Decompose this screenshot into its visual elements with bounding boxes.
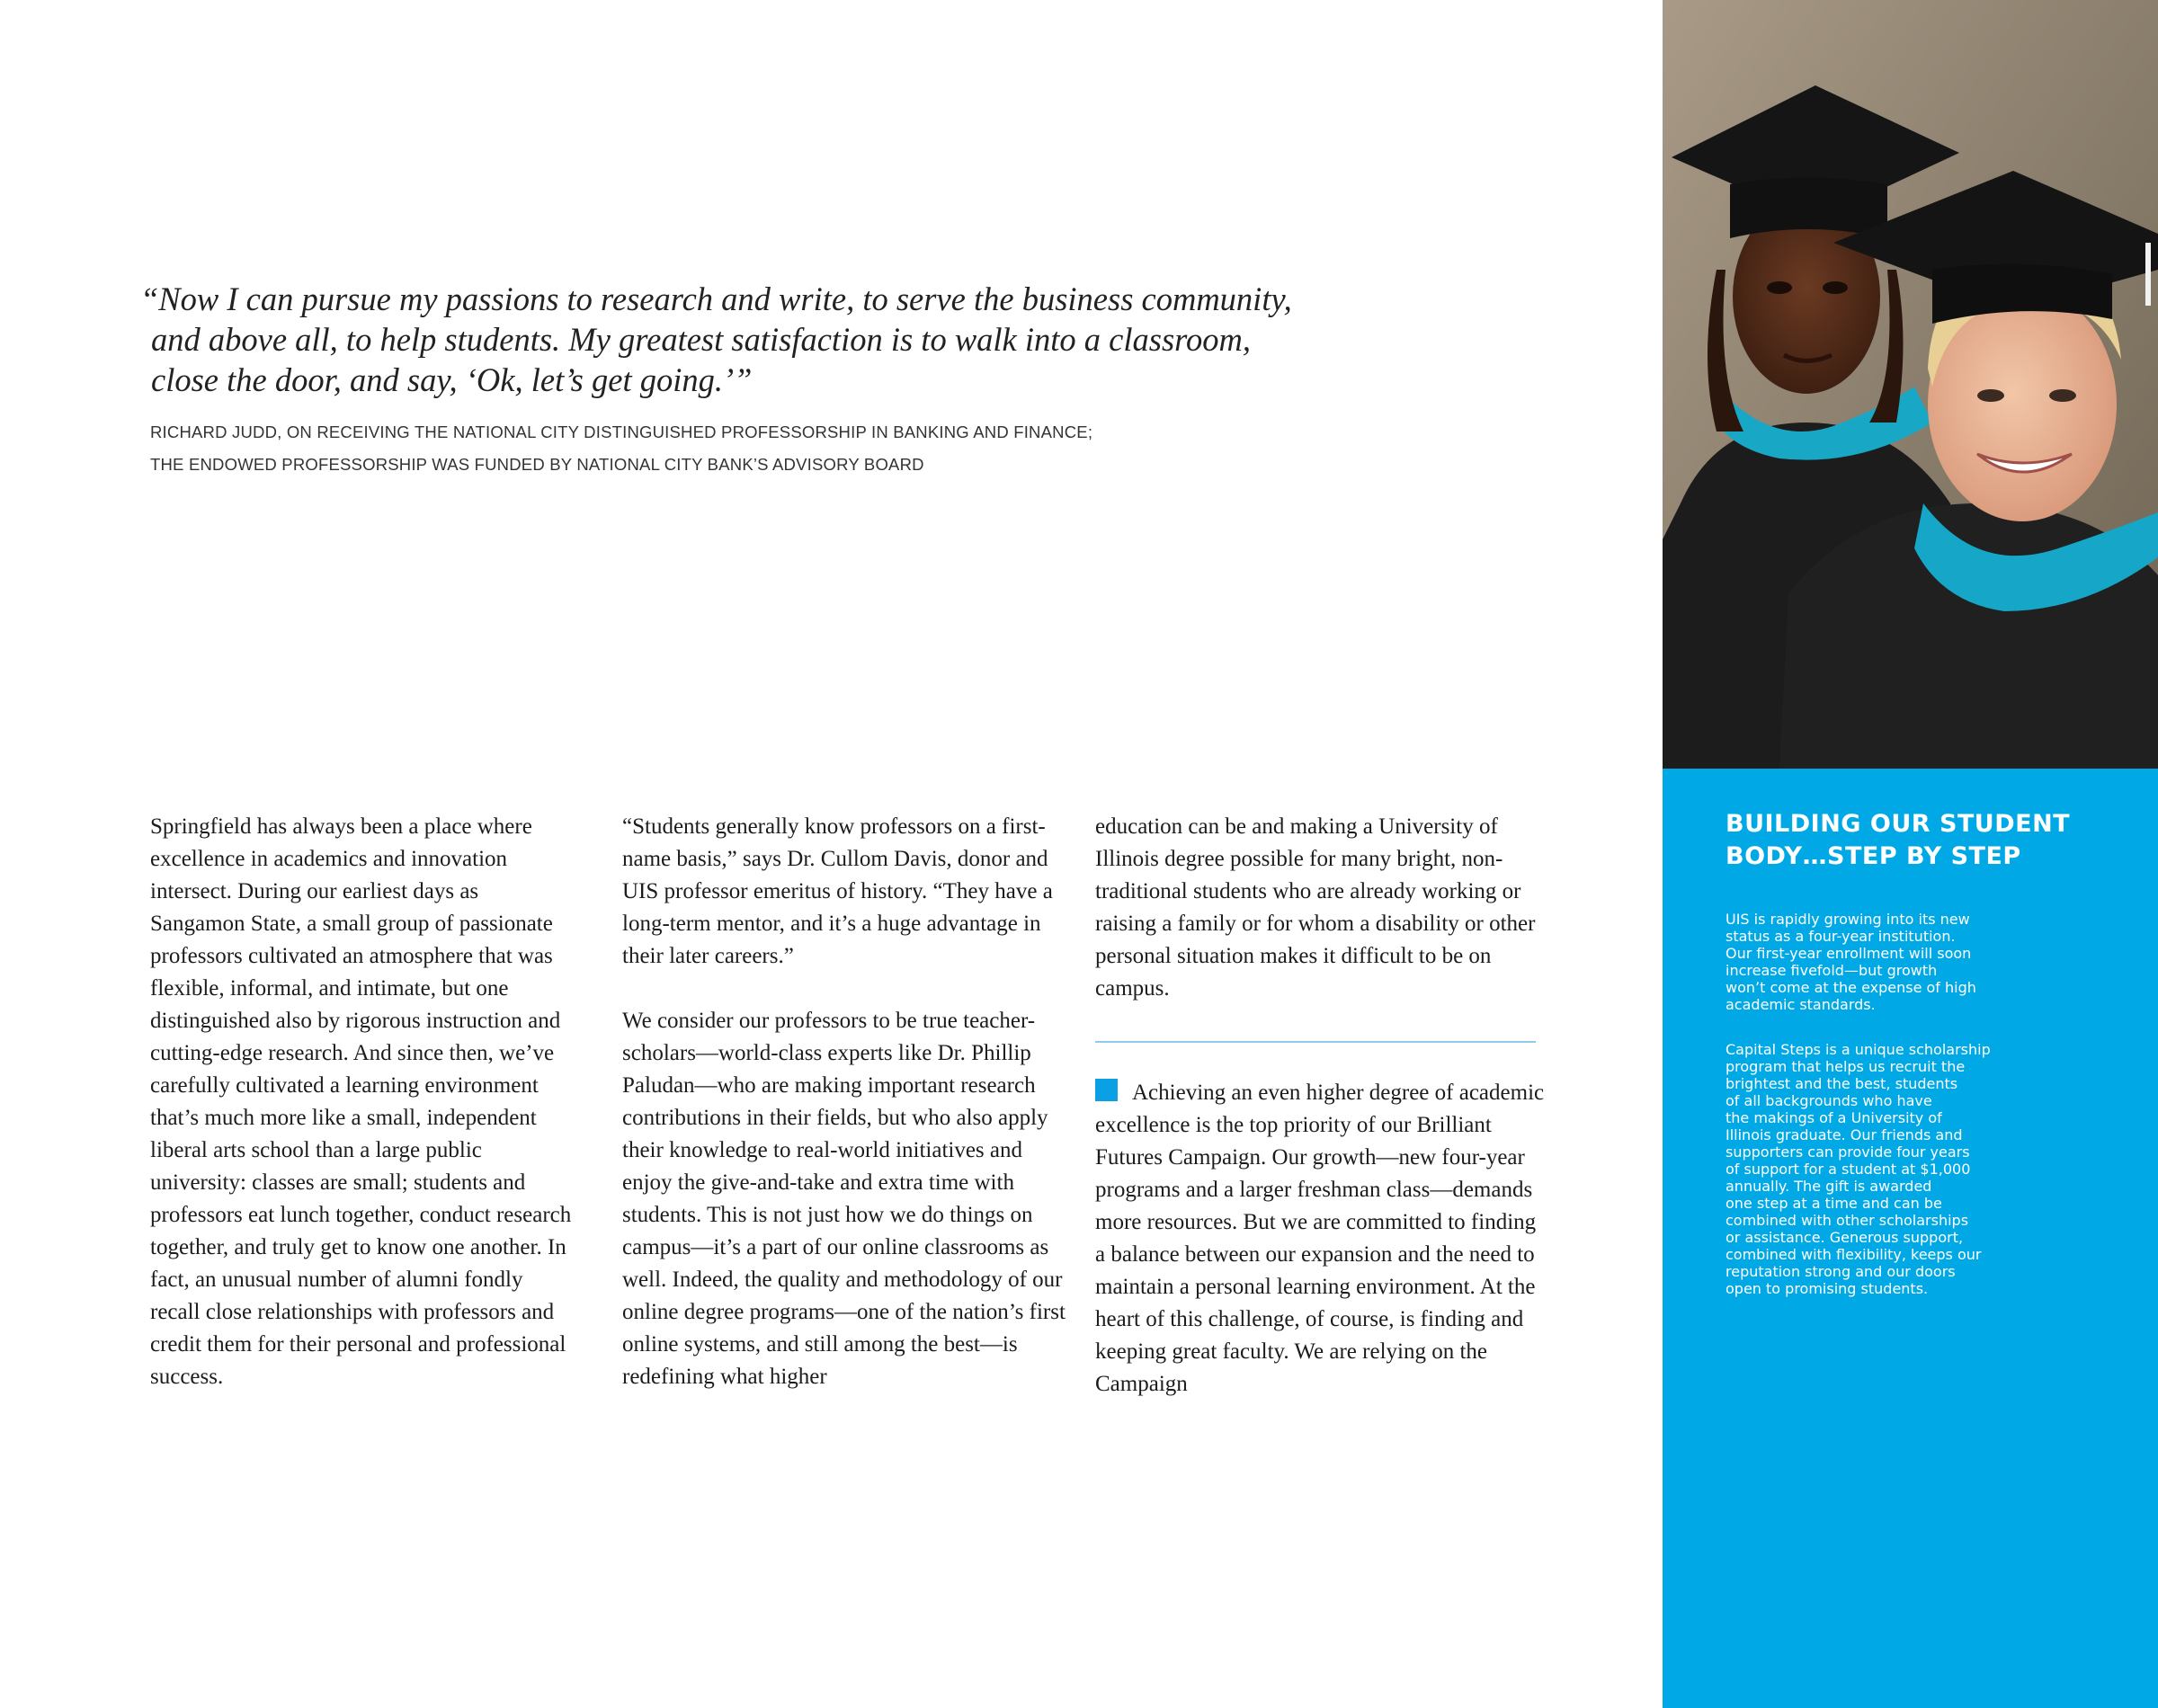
sidebar-line: the makings of a University of	[1726, 1109, 1942, 1126]
sidebar-line: of all backgrounds who have	[1726, 1092, 1932, 1109]
body-paragraph: Springfield has always been a place where excellence in academics and innovation intersect. During our earliest days as Sangamon State, a small group of passionate professors cultivated an atmosphere that was flexible, informal, and intimate, but one distinguished also by rigorous instruction and cutting-edge research. And since then, we’ve carefully cultivated a learning environment that’s much more like a small, independent liberal arts school than a large public university: classes are small; students and professors eat lunch together, conduct research together, and truly get to know one another. In fact, an unusual number of alumni fondly recall close relationships with professors and credit them for their personal and professional success.	[150, 814, 572, 1389]
divider-rule	[1095, 1041, 1536, 1043]
sidebar-line: Capital Steps is a unique scholarship	[1726, 1041, 1991, 1058]
sidebar-line: increase fivefold—but growth	[1726, 962, 1938, 979]
sidebar-line: reputation strong and our doors	[1726, 1263, 1956, 1280]
pull-quote	[135, 279, 1340, 481]
sidebar-line: academic standards.	[1726, 996, 1876, 1013]
quote-line-1: “Now I can pursue my passions to research and write, to serve the business community,	[140, 280, 1292, 317]
sidebar-line: status as a four-year institution.	[1726, 928, 1956, 945]
body-paragraph-campaign	[1095, 1077, 1545, 1401]
sidebar-line: Illinois graduate. Our friends and	[1726, 1126, 1963, 1143]
sidebar-line: combined with other scholarships	[1726, 1212, 1969, 1229]
sidebar-title-line: BODY…STEP BY STEP	[1726, 842, 2021, 870]
sidebar-title-line: BUILDING OUR STUDENT	[1726, 810, 2071, 838]
sidebar-panel	[1663, 769, 2158, 1708]
sidebar-line: Our first-year enrollment will soon	[1726, 945, 1972, 962]
sidebar-line: of support for a student at $1,000	[1726, 1161, 1971, 1178]
campaign-text: Achieving an even higher degree of academic excellence is the top priority of our Brilliant Futures Campaign. Our growth—new four-year programs and a larger freshman class—demands more resources. But we are committed to finding a balance between our expansion and the need to maintain a personal learning environment. At the heart of this challenge, of course, is finding and keeping great faculty. We are relying on the Campaign	[1095, 1081, 1545, 1396]
attribution-line-1: RICHARD JUDD, ON RECEIVING THE NATIONAL CITY DISTINGUISHED PROFESSORSHIP IN BANKING AND FINANCE;	[150, 423, 1093, 441]
sidebar-content	[1726, 808, 2148, 1297]
body-column-1	[150, 811, 573, 1393]
attribution-line-2: THE ENDOWED PROFESSORSHIP WAS FUNDED BY NATIONAL CITY BANK’S ADVISORY BOARD	[150, 455, 924, 474]
quote-text	[135, 279, 1340, 400]
sidebar-title	[1726, 808, 2148, 873]
body-paragraph: We consider our professors to be true teacher-scholars—world-class experts like Dr. Phillip Paludan—who are making important research contributions in their fields, but who also apply their knowledge to real-world initiatives and enjoy the give-and-take and extra time with students. This is not just how we do things on campus—it’s a part of our online classrooms as well. Indeed, the quality and methodology of our online degree programs—one of the nation’s first online systems, and still among the best—is redefining what higher	[622, 1009, 1066, 1389]
graduates-photo	[1663, 0, 2158, 769]
sidebar-line: brightest and the best, students	[1726, 1075, 1958, 1092]
body-column-3	[1095, 811, 1545, 1401]
quote-attribution	[135, 416, 1340, 481]
sidebar-line: open to promising students.	[1726, 1280, 1929, 1297]
blue-square-icon	[1095, 1079, 1118, 1101]
graduates-illustration	[1663, 0, 2158, 769]
sidebar-line: supporters can provide four years	[1726, 1143, 1970, 1161]
quote-line-3: close the door, and say, ‘Ok, let’s get going.’”	[151, 361, 753, 398]
body-paragraph: education can be and making a University of Illinois degree possible for many bright, non-traditional students who are already working or raising a family or for whom a disability or other personal situation makes it difficult to be on campus.	[1095, 814, 1536, 1001]
sidebar-line: one step at a time and can be	[1726, 1195, 1942, 1212]
quote-line-2: and above all, to help students. My greatest satisfaction is to walk into a classroom,	[151, 321, 1251, 358]
sidebar-line: UIS is rapidly growing into its new	[1726, 911, 1970, 928]
sidebar-line: combined with flexibility, keeps our	[1726, 1246, 1982, 1263]
sidebar-line: won’t come at the expense of high	[1726, 979, 1976, 996]
body-paragraph: “Students generally know professors on a first-name basis,” says Dr. Cullom Davis, donor and UIS professor emeritus of history. “They have a long-term mentor, and it’s a huge advantage in their later careers.”	[622, 814, 1053, 968]
sidebar-line: annually. The gift is awarded	[1726, 1178, 1932, 1195]
sidebar-line: or assistance. Generous support,	[1726, 1229, 1964, 1246]
sidebar-line: program that helps us recruit the	[1726, 1058, 1966, 1075]
body-column-2	[622, 811, 1072, 1393]
